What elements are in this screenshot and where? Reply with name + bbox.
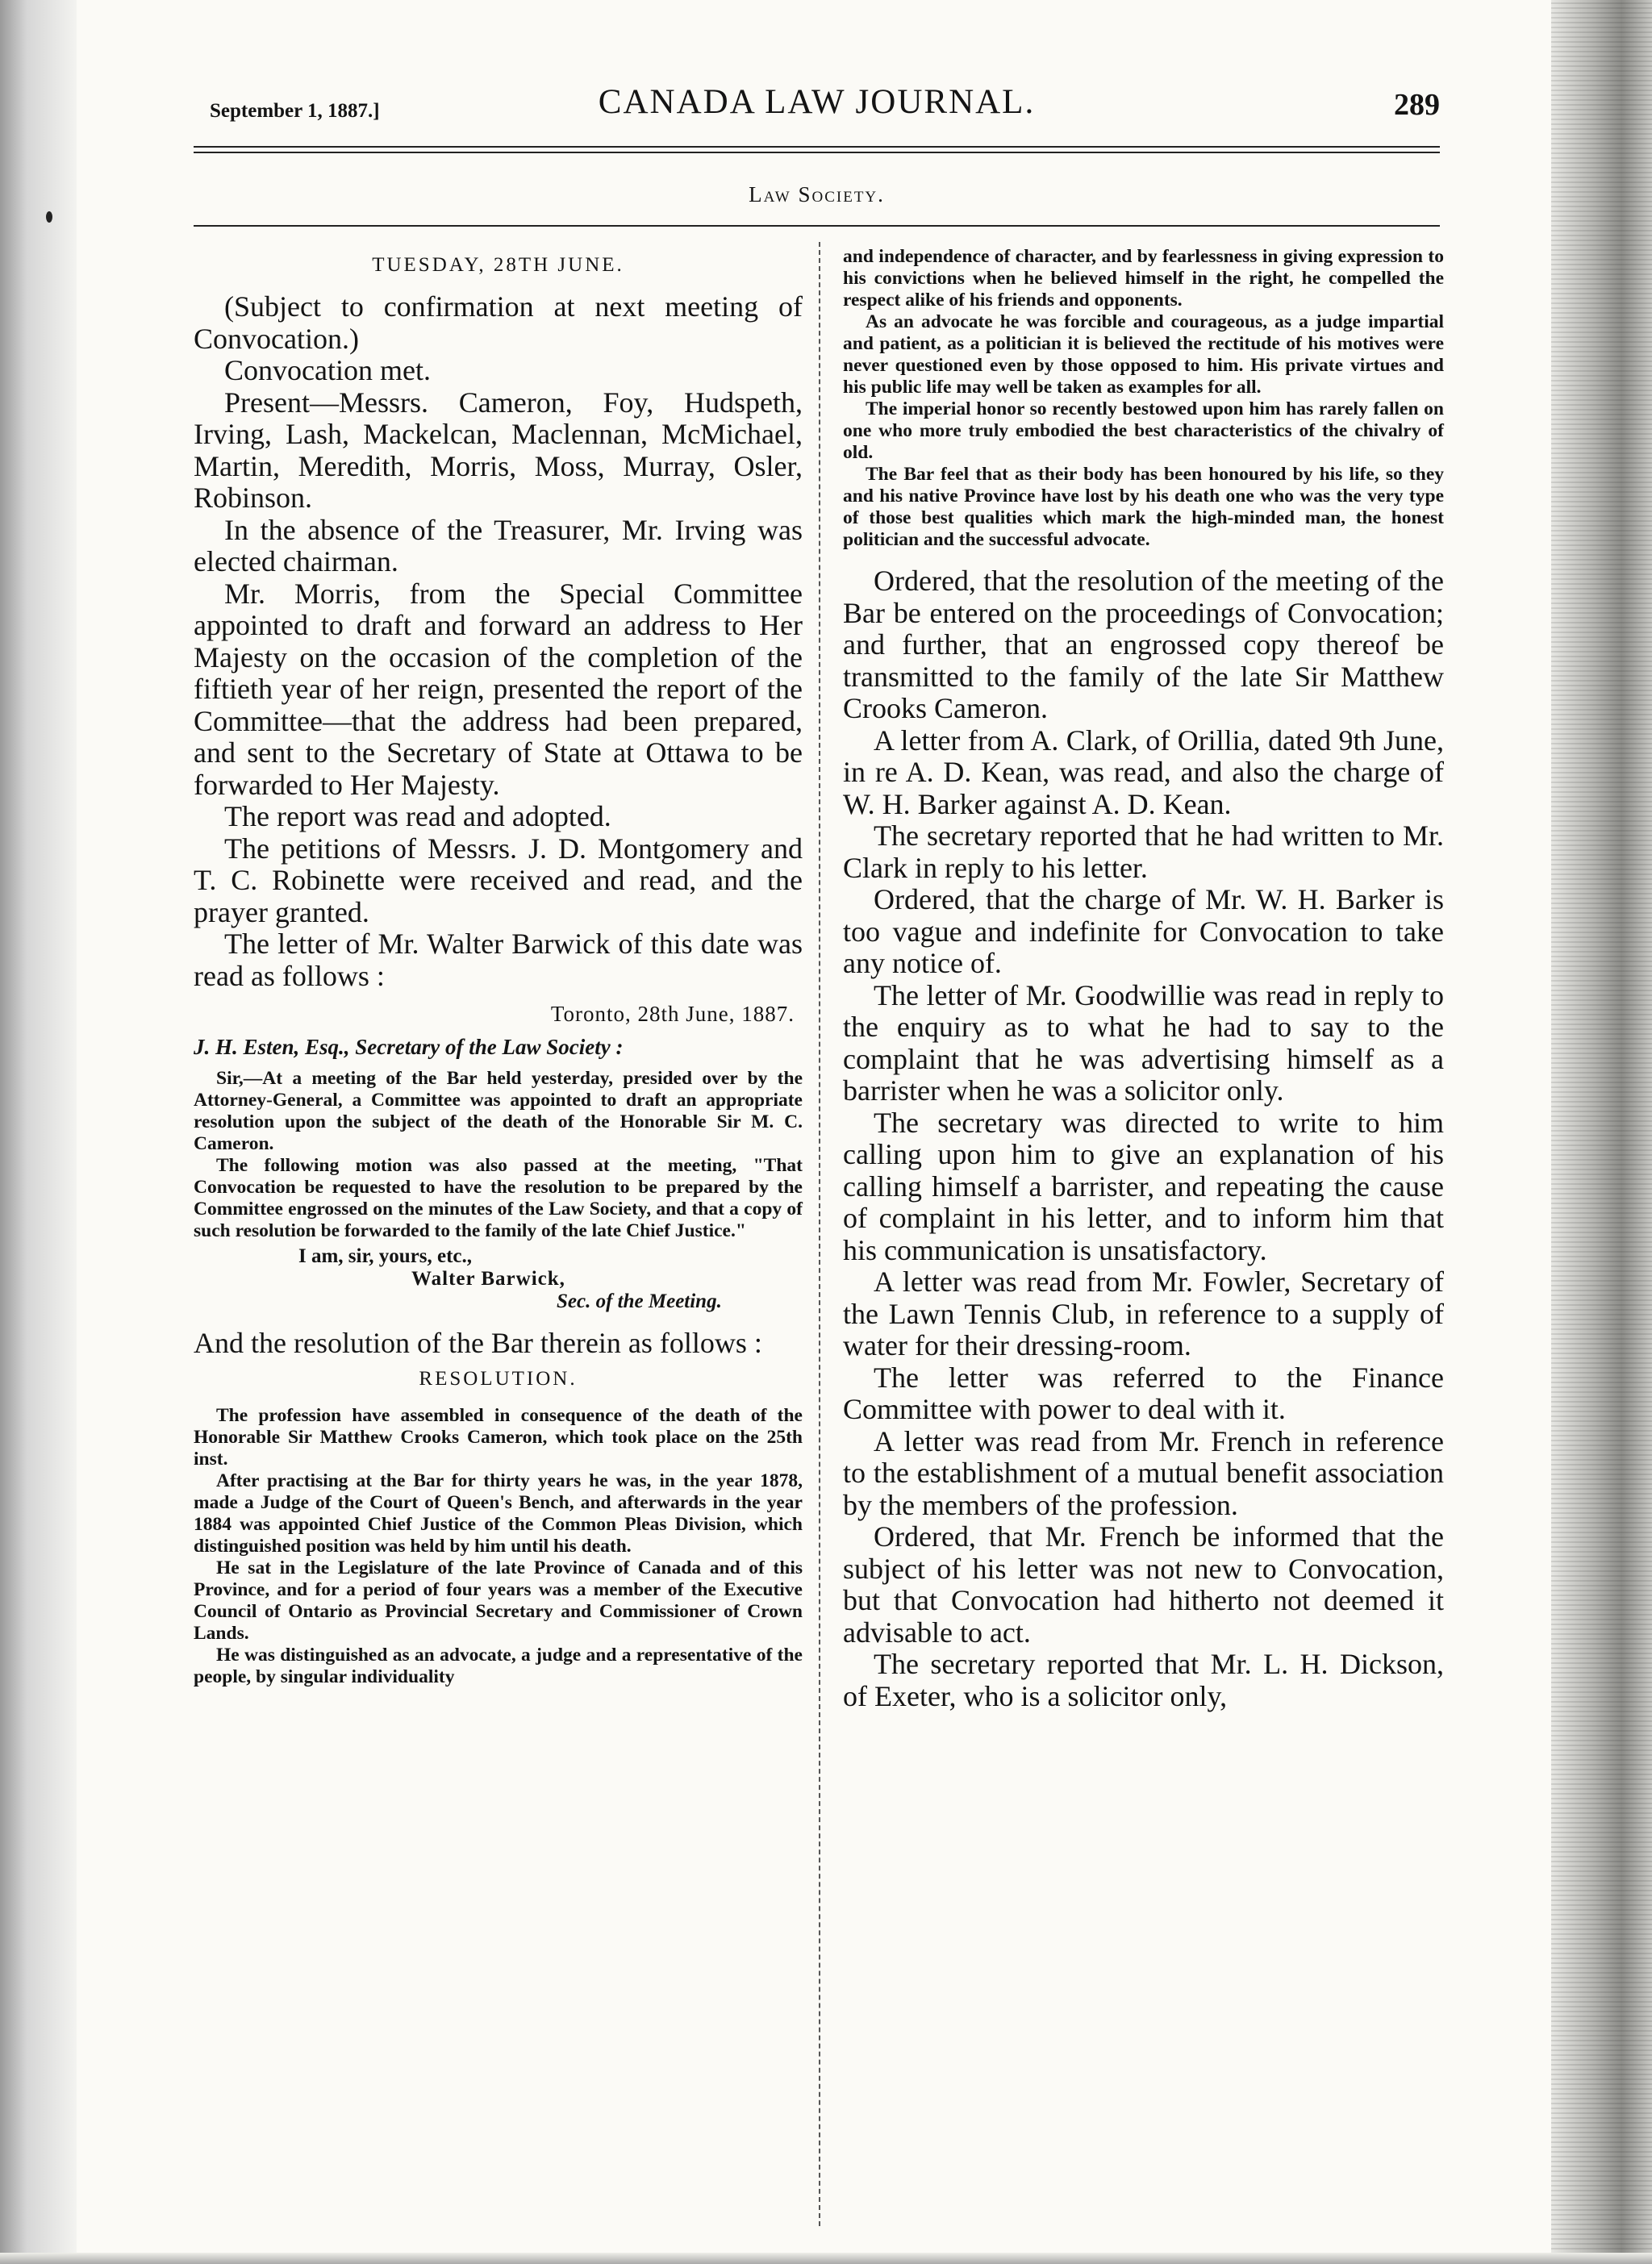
- paragraph: Convocation met.: [224, 354, 431, 386]
- paragraph: And the resolution of the Bar therein as follows :: [194, 1327, 762, 1359]
- journal-title: CANADA LAW JOURNAL.: [598, 83, 1036, 121]
- resolution-paragraph: The profession have assembled in consequence of the death of the Honorable Sir Matthew Crooks Cameron, which took place on the 25th inst.: [194, 1404, 803, 1470]
- book-gutter-shadow: [0, 0, 77, 2264]
- paragraph: The petitions of Messrs. J. D. Montgomery and T. C. Robinette were received and read, and the prayer granted.: [194, 832, 803, 928]
- letter-paragraph: Sir,—At a meeting of the Bar held yesterday, presided over by the Attorney-General, a Committee was appointed to draft an appropriate resolution upon the subject of the death of the Honorable Sir M. C. Cameron.: [194, 1068, 803, 1154]
- paragraph: The letter was referred to the Finance Committee with power to deal with it.: [843, 1361, 1444, 1425]
- paragraph: The report was read and adopted.: [224, 800, 611, 832]
- resolution-paragraph: The imperial honor so recently bestowed upon him has rarely fallen on one who more truly embodied the best characteristics of the chivalry of old.: [843, 398, 1444, 463]
- paragraph: The letter of Mr. Goodwillie was read in reply to the enquiry as to what he had to say to the complaint that he was advertising himself as a barrister when he was a solicitor only.: [843, 978, 1444, 1107]
- resolution-paragraph: He sat in the Legislature of the late Province of Canada and of this Province, and for a period of four years was a member of the Executive Council of Ontario as Provincial Secretary and Commissioner of Crown Lands.: [194, 1557, 803, 1644]
- header-date: September 1, 1887.]: [210, 100, 380, 122]
- paragraph: Ordered, that the resolution of the meeting of the Bar be entered on the proceedings of Convocation; and further, that an engrossed copy thereof be transmitted to the family of the late Sir Matthew Crooks Cameron.: [843, 565, 1444, 724]
- paragraph: Ordered, that Mr. French be informed that the subject of his letter was not new to Convocation, but that Convocation had hitherto not deemed it advisable to act.: [843, 1520, 1444, 1649]
- letter-signature: Walter Barwick,: [411, 1268, 565, 1290]
- barwick-letter: [194, 1002, 803, 1313]
- paragraph: The secretary reported that Mr. L. H. Dickson, of Exeter, who is a solicitor only,: [843, 1648, 1444, 1712]
- section-rule: [194, 225, 1440, 227]
- paragraph: A letter was read from Mr. Fowler, Secretary of the Lawn Tennis Club, in reference to a supply of water for their dressing-room.: [843, 1265, 1444, 1361]
- right-column: [843, 246, 1444, 1712]
- meeting-date-heading: TUESDAY, 28TH JUNE.: [372, 254, 624, 276]
- margin-ink-mark: [46, 211, 52, 223]
- paragraph: A letter was read from Mr. French in reference to the establishment of a mutual benefit association by the members of the profession.: [843, 1424, 1444, 1521]
- paragraph: Present—Messrs. Cameron, Foy, Hudspeth, Irving, Lash, Mackelcan, Maclennan, McMichael, Martin, Meredith, Morris, Moss, Murray, Osler, Robinson.: [194, 386, 803, 514]
- paragraph: The secretary was directed to write to him calling upon him to give an explanation of his calling himself a barrister, and repeating the cause of complaint in his letter, and to inform him that his communication is unsatisfactory.: [843, 1106, 1444, 1266]
- resolution-paragraph: and independence of character, and by fearlessness in giving expression to his convictions when he believed himself in the right, he compelled the respect alike of his friends and opponents.: [843, 246, 1444, 311]
- left-column: [194, 246, 803, 1688]
- resolution-paragraph: As an advocate he was forcible and courageous, as a judge impartial and patient, as a politician it is believed the rectitude of his motives were never questioned even by those opposed to him. His private virtues and his public life may well be taken as examples for all.: [843, 311, 1444, 398]
- letter-place-date: Toronto, 28th June, 1887.: [550, 1002, 795, 1026]
- paragraph: In the absence of the Treasurer, Mr. Irving was elected chairman.: [194, 513, 803, 577]
- header-double-rule: [194, 146, 1440, 153]
- paragraph: The secretary reported that he had written to Mr. Clark in reply to his letter.: [843, 819, 1444, 884]
- letter-paragraph: The following motion was also passed at the meeting, "That Convocation be requested to have the resolution to be prepared by the Committee engrossed on the minutes of the Law Society, and that a copy of such resolution be forwarded to the family of the late Chief Justice.": [194, 1155, 803, 1241]
- resolution-heading: RESOLUTION.: [419, 1367, 578, 1390]
- paragraph: Ordered, that the charge of Mr. W. H. Barker is too vague and indefinite for Convocation to take any notice of.: [843, 883, 1444, 979]
- paragraph: The letter of Mr. Walter Barwick of this date was read as follows :: [194, 928, 803, 992]
- section-title: Law Society.: [749, 182, 885, 206]
- paragraph: (Subject to confirmation at next meeting of Convocation.): [194, 290, 803, 355]
- page-number: 289: [1394, 88, 1440, 122]
- paragraph: A letter from A. Clark, of Orillia, dated 9th June, in re A. D. Kean, was read, and also the charge of W. H. Barker against A. D. Kean.: [843, 723, 1444, 820]
- page-bottom-edge: [0, 2253, 1652, 2264]
- letter-addressee: J. H. Esten, Esq., Secretary of the Law Society :: [194, 1035, 624, 1059]
- resolution-paragraph: The Bar feel that as their body has been honoured by his life, so they and his native Province have lost by his death one who was the very type of those best qualities which mark the high-minded man, the honest politician and the successful advocate.: [843, 464, 1444, 550]
- column-divider: [819, 242, 820, 2226]
- resolution-paragraph: He was distinguished as an advocate, a judge and a representative of the people, by singular individuality: [194, 1644, 803, 1687]
- page-stack-edge: [1551, 0, 1652, 2264]
- resolution-paragraph: After practising at the Bar for thirty years he was, in the year 1878, made a Judge of the Court of Queen's Bench, and afterwards in the year 1884 was appointed Chief Justice of the Common Pleas Division, which distinguished position was held by him until his death.: [194, 1470, 803, 1557]
- paragraph: Mr. Morris, from the Special Committee appointed to draft and forward an address to Her Majesty on the occasion of the completion of the fiftieth year of her reign, presented the report of the Committee—that the address had been prepared, and sent to the Secretary of State at Ottawa to be forwarded to Her Majesty.: [194, 577, 803, 801]
- letter-closing: I am, sir, yours, etc.,: [298, 1245, 473, 1267]
- running-header: [194, 82, 1440, 123]
- letter-signature-role: Sec. of the Meeting.: [557, 1290, 722, 1312]
